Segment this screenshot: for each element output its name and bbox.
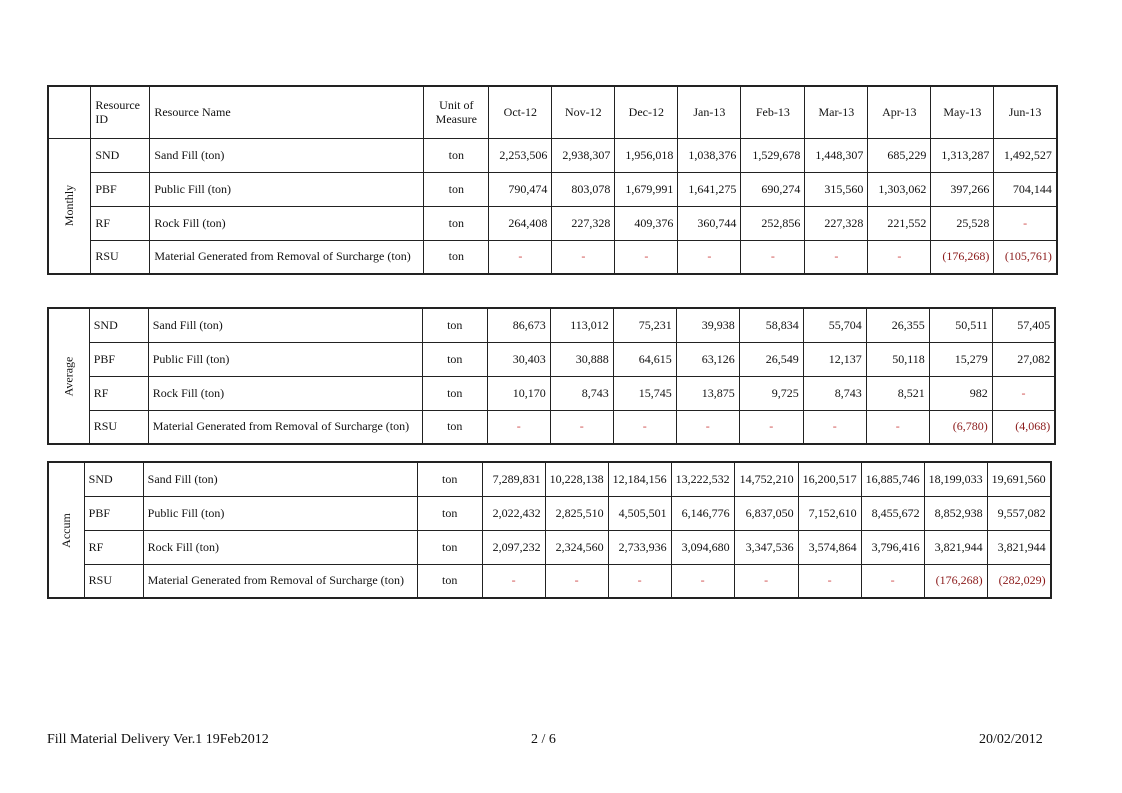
value-cell: 15,745 [613, 376, 676, 410]
value-cell: 13,875 [676, 376, 739, 410]
resource-name-cell: Rock Fill (ton) [150, 206, 424, 240]
value-cell: 3,821,944 [987, 530, 1051, 564]
value-cell: 8,521 [866, 376, 929, 410]
value-cell: - [805, 240, 868, 274]
table-row [48, 342, 1055, 376]
section-label-cell [48, 138, 91, 274]
value-cell: 7,289,831 [482, 462, 545, 496]
table-row [48, 138, 1057, 172]
header-month: Mar-13 [805, 86, 868, 138]
resource-id-cell: RF [91, 206, 150, 240]
resource-id-cell: PBF [84, 496, 143, 530]
unit-cell: ton [417, 496, 482, 530]
unit-cell: ton [424, 240, 489, 274]
value-cell: 39,938 [676, 308, 739, 342]
header-month: Oct-12 [489, 86, 552, 138]
value-cell: 63,126 [676, 342, 739, 376]
value-cell: 15,279 [929, 342, 992, 376]
value-cell: 690,274 [741, 172, 805, 206]
value-cell: 790,474 [489, 172, 552, 206]
table-row [48, 206, 1057, 240]
resource-id-cell: RSU [84, 564, 143, 598]
value-cell: 1,956,018 [615, 138, 678, 172]
value-cell: 264,408 [489, 206, 552, 240]
value-cell: 1,529,678 [741, 138, 805, 172]
table-row [48, 496, 1051, 530]
value-cell: 803,078 [552, 172, 615, 206]
value-cell: 64,615 [613, 342, 676, 376]
resource-name-cell: Rock Fill (ton) [148, 376, 422, 410]
value-cell: 397,266 [931, 172, 994, 206]
value-cell: 685,229 [868, 138, 931, 172]
value-cell: 14,752,210 [734, 462, 798, 496]
unit-cell: ton [422, 376, 487, 410]
header-month: Jun-13 [994, 86, 1057, 138]
resource-id-cell: SND [84, 462, 143, 496]
value-cell: 2,097,232 [482, 530, 545, 564]
value-cell: 8,455,672 [861, 496, 924, 530]
value-cell: - [994, 206, 1057, 240]
value-cell: - [482, 564, 545, 598]
average-table [47, 307, 1056, 445]
value-cell: - [613, 410, 676, 444]
monthly-table [47, 85, 1058, 275]
footer-page-number: 2 / 6 [531, 732, 556, 747]
value-cell: - [552, 240, 615, 274]
value-cell: 2,324,560 [545, 530, 608, 564]
value-cell: 16,885,746 [861, 462, 924, 496]
unit-cell: ton [422, 342, 487, 376]
value-cell: - [550, 410, 613, 444]
value-cell: 16,200,517 [798, 462, 861, 496]
value-cell: - [615, 240, 678, 274]
value-cell: 6,837,050 [734, 496, 798, 530]
resource-name-cell: Public Fill (ton) [148, 342, 422, 376]
value-cell: 982 [929, 376, 992, 410]
value-cell: 12,137 [803, 342, 866, 376]
value-cell: 9,557,082 [987, 496, 1051, 530]
unit-cell: ton [417, 462, 482, 496]
value-cell: 1,641,275 [678, 172, 741, 206]
resource-name-cell: Public Fill (ton) [143, 496, 417, 530]
value-cell: 227,328 [552, 206, 615, 240]
resource-id-cell: PBF [91, 172, 150, 206]
value-cell: 3,821,944 [924, 530, 987, 564]
table-row [48, 376, 1055, 410]
header-month: Jan-13 [678, 86, 741, 138]
resource-name-cell: Rock Fill (ton) [143, 530, 417, 564]
section-label: Average [61, 356, 76, 396]
resource-name-cell: Material Generated from Removal of Surcharge (ton) [150, 240, 424, 274]
value-cell: - [545, 564, 608, 598]
value-cell: - [608, 564, 671, 598]
resource-name-cell: Sand Fill (ton) [150, 138, 424, 172]
value-cell: 86,673 [487, 308, 550, 342]
value-cell: 8,852,938 [924, 496, 987, 530]
value-cell: 704,144 [994, 172, 1057, 206]
value-cell: 252,856 [741, 206, 805, 240]
header-row [48, 86, 1057, 138]
value-cell: - [676, 410, 739, 444]
value-cell: (282,029) [987, 564, 1051, 598]
table-row [48, 462, 1051, 496]
unit-cell: ton [424, 138, 489, 172]
section-label: Monthly [62, 185, 77, 227]
value-cell: - [798, 564, 861, 598]
unit-cell: ton [422, 308, 487, 342]
resource-id-cell: SND [89, 308, 148, 342]
value-cell: 57,405 [992, 308, 1055, 342]
value-cell: - [992, 376, 1055, 410]
value-cell: 10,228,138 [545, 462, 608, 496]
footer-doc-title: Fill Material Delivery Ver.1 19Feb2012 [47, 732, 269, 747]
value-cell: 8,743 [550, 376, 613, 410]
header-blank [48, 86, 91, 138]
value-cell: - [803, 410, 866, 444]
value-cell: 315,560 [805, 172, 868, 206]
resource-name-cell: Sand Fill (ton) [143, 462, 417, 496]
value-cell: 2,253,506 [489, 138, 552, 172]
value-cell: 2,733,936 [608, 530, 671, 564]
header-resource-name: Resource Name [150, 86, 424, 138]
value-cell: 409,376 [615, 206, 678, 240]
value-cell: 3,094,680 [671, 530, 734, 564]
resource-id-cell: RSU [89, 410, 148, 444]
resource-name-cell: Material Generated from Removal of Surcharge (ton) [148, 410, 422, 444]
value-cell: - [741, 240, 805, 274]
value-cell: 3,574,864 [798, 530, 861, 564]
value-cell: 6,146,776 [671, 496, 734, 530]
value-cell: 58,834 [739, 308, 803, 342]
table-row [48, 240, 1057, 274]
value-cell: - [739, 410, 803, 444]
accum-table [47, 461, 1052, 599]
header-month: Apr-13 [868, 86, 931, 138]
resource-name-cell: Material Generated from Removal of Surcharge (ton) [143, 564, 417, 598]
value-cell: 4,505,501 [608, 496, 671, 530]
header-month: May-13 [931, 86, 994, 138]
value-cell: 27,082 [992, 342, 1055, 376]
value-cell: 75,231 [613, 308, 676, 342]
value-cell: 1,448,307 [805, 138, 868, 172]
value-cell: 26,549 [739, 342, 803, 376]
value-cell: - [489, 240, 552, 274]
section-label-cell [48, 308, 89, 444]
value-cell: 55,704 [803, 308, 866, 342]
value-cell: 7,152,610 [798, 496, 861, 530]
value-cell: 10,170 [487, 376, 550, 410]
value-cell: - [734, 564, 798, 598]
resource-id-cell: RSU [91, 240, 150, 274]
value-cell: 1,038,376 [678, 138, 741, 172]
table-row [48, 564, 1051, 598]
table-row [48, 530, 1051, 564]
value-cell: - [866, 410, 929, 444]
value-cell: 9,725 [739, 376, 803, 410]
value-cell: 12,184,156 [608, 462, 671, 496]
value-cell: 30,403 [487, 342, 550, 376]
value-cell: 1,303,062 [868, 172, 931, 206]
value-cell: (4,068) [992, 410, 1055, 444]
section-label: Accum [58, 512, 73, 548]
header-resource-id: Resource ID [91, 86, 150, 138]
value-cell: 50,118 [866, 342, 929, 376]
unit-cell: ton [422, 410, 487, 444]
value-cell: 18,199,033 [924, 462, 987, 496]
value-cell: 1,492,527 [994, 138, 1057, 172]
value-cell: 2,022,432 [482, 496, 545, 530]
value-cell: (6,780) [929, 410, 992, 444]
value-cell: 113,012 [550, 308, 613, 342]
value-cell: (105,761) [994, 240, 1057, 274]
value-cell: 2,938,307 [552, 138, 615, 172]
value-cell: 1,313,287 [931, 138, 994, 172]
value-cell: 13,222,532 [671, 462, 734, 496]
header-unit: Unit of Measure [424, 86, 489, 138]
unit-cell: ton [424, 206, 489, 240]
resource-id-cell: PBF [89, 342, 148, 376]
header-month: Nov-12 [552, 86, 615, 138]
value-cell: - [678, 240, 741, 274]
value-cell: 30,888 [550, 342, 613, 376]
value-cell: 50,511 [929, 308, 992, 342]
value-cell: 227,328 [805, 206, 868, 240]
unit-cell: ton [417, 530, 482, 564]
unit-cell: ton [417, 564, 482, 598]
resource-id-cell: RF [84, 530, 143, 564]
value-cell: 19,691,560 [987, 462, 1051, 496]
section-label-cell [48, 462, 84, 598]
footer-date: 20/02/2012 [979, 732, 1043, 747]
table-row [48, 410, 1055, 444]
value-cell: 1,679,991 [615, 172, 678, 206]
value-cell: - [671, 564, 734, 598]
value-cell: 360,744 [678, 206, 741, 240]
value-cell: 221,552 [868, 206, 931, 240]
value-cell: 25,528 [931, 206, 994, 240]
table-row [48, 308, 1055, 342]
value-cell: 3,347,536 [734, 530, 798, 564]
value-cell: - [861, 564, 924, 598]
value-cell: 26,355 [866, 308, 929, 342]
resource-name-cell: Public Fill (ton) [150, 172, 424, 206]
value-cell: (176,268) [931, 240, 994, 274]
unit-cell: ton [424, 172, 489, 206]
value-cell: 3,796,416 [861, 530, 924, 564]
resource-id-cell: SND [91, 138, 150, 172]
resource-id-cell: RF [89, 376, 148, 410]
value-cell: 2,825,510 [545, 496, 608, 530]
table-row [48, 172, 1057, 206]
header-month: Dec-12 [615, 86, 678, 138]
value-cell: 8,743 [803, 376, 866, 410]
value-cell: (176,268) [924, 564, 987, 598]
resource-name-cell: Sand Fill (ton) [148, 308, 422, 342]
value-cell: - [487, 410, 550, 444]
value-cell: - [868, 240, 931, 274]
header-month: Feb-13 [741, 86, 805, 138]
